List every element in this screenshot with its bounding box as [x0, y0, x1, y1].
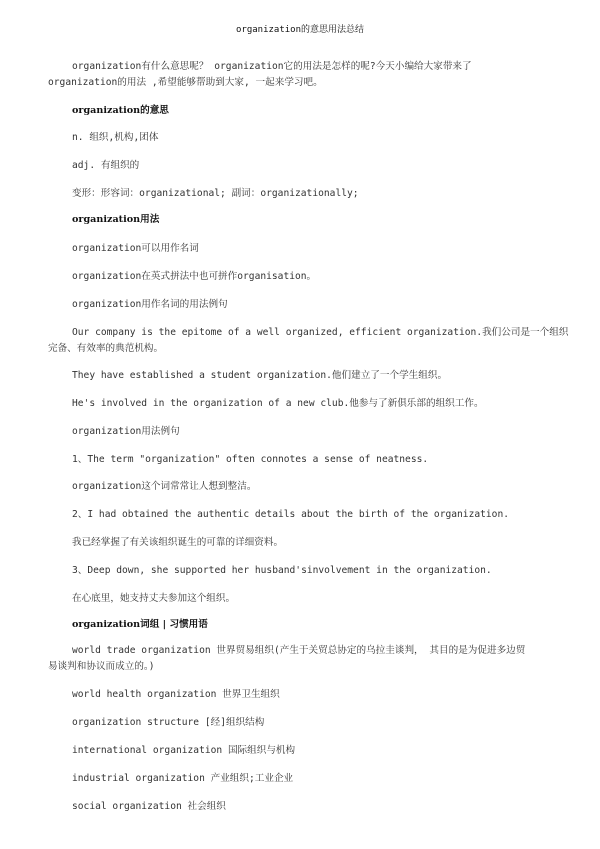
- usage-example-line-2: 完备、有效率的典范机构。: [48, 343, 164, 354]
- intro-paragraph-line-1: organization有什么意思呢？ organization它的用法是怎样的呢?今天小编给大家带来了: [72, 61, 472, 72]
- phrase-item: international organization 国际组织与机构: [72, 745, 296, 756]
- meaning-item: adj. 有组织的: [72, 160, 140, 171]
- intro-paragraph-line-2: organization的用法 ,希望能够帮助到大家, 一起来学习吧。: [48, 77, 323, 88]
- usage-item: organization可以用作名词: [72, 243, 199, 254]
- phrase-item: organization structure [经]组织结构: [72, 717, 265, 728]
- usage-item: organization在英式拼法中也可拼作organisation。: [72, 271, 317, 282]
- meaning-item: 变形：形容词：organizational; 副词：organizationally;: [72, 188, 359, 199]
- page-title: organization的意思用法总结: [235, 25, 365, 35]
- usage-example: He's involved in the organization of a new club.他参与了新俱乐部的组织工作。: [72, 398, 484, 409]
- meaning-item: n. 组织,机构,团体: [72, 132, 159, 143]
- usage-example: They have established a student organization.他们建立了一个学生组织。: [72, 370, 448, 381]
- phrases-heading: organization词组 | 习惯用语: [72, 619, 208, 630]
- phrase-item: social organization 社会组织: [72, 801, 226, 812]
- phrase-line-2: 易谈判和协议而成立的。): [48, 661, 155, 672]
- meaning-heading: organization的意思: [72, 105, 169, 116]
- example-sentence: 2、I had obtained the authentic details about the birth of the organization.: [72, 509, 510, 520]
- example-translation: organization这个词常常让人想到整洁。: [72, 481, 257, 492]
- phrase-item: industrial organization 产业组织;工业企业: [72, 773, 294, 784]
- usage-heading: organization用法: [72, 214, 160, 225]
- example-sentence: 1、The term "organization" often connotes a sense of neatness.: [72, 454, 429, 465]
- example-translation: 我已经掌握了有关该组织诞生的可靠的详细资料。: [72, 537, 284, 548]
- phrase-line-1: world trade organization 世界贸易组织(产生于关贸总协定的乌拉圭谈判， 其目的是为促进多边贸: [72, 645, 526, 656]
- examples-label: organization用法例句: [72, 426, 180, 437]
- example-sentence: 3、Deep down, she supported her husband'sinvolvement in the organization.: [72, 565, 492, 576]
- phrase-item: world health organization 世界卫生组织: [72, 689, 280, 700]
- usage-example-line-1: Our company is the epitome of a well organized, efficient organization.我们公司是一个组织: [72, 327, 569, 338]
- usage-item: organization用作名词的用法例句: [72, 299, 228, 310]
- example-translation: 在心底里，她支持丈夫参加这个组织。: [72, 593, 236, 604]
